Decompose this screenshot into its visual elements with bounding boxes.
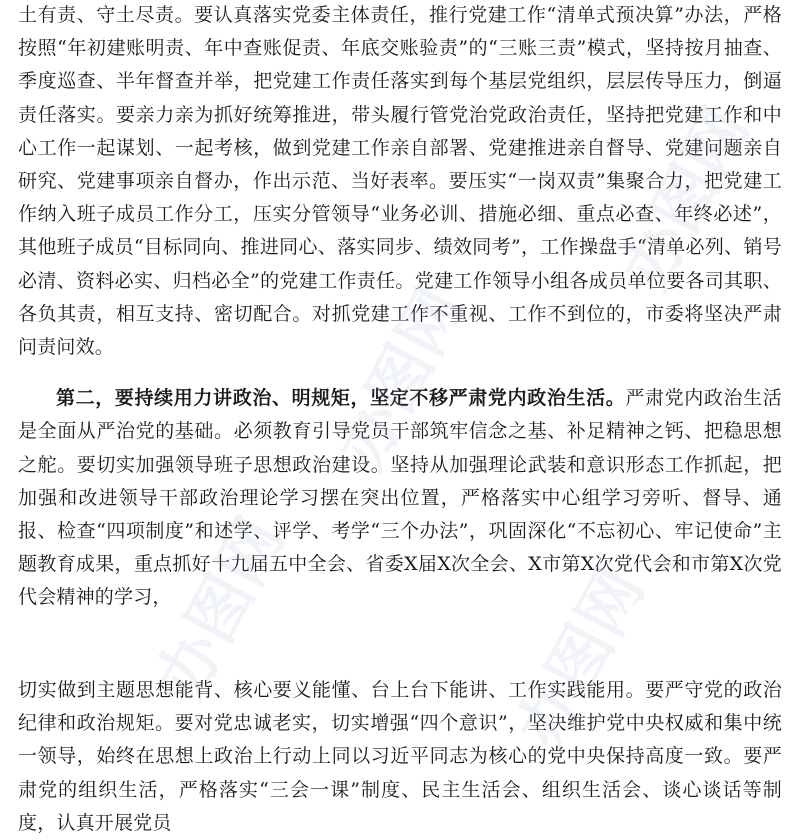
text-block-lower [18,674,782,840]
section-two-body: 严肃党内政治生活是全面从严治党的基础。必须教育引导党员干部筑牢信念之基、补足精神之钙、把稳思想之舵。要切实加强领导班子思想政治建设。坚持从加强理论武装和意识形态工作抓起，把加强和改进领导干部政治理论学习摆在突出位置，严格落实中心组学习旁听、督导、通报、检查“四项制度”和述学、评学、考学“三个办法”，巩固深化“不忘初心、牢记使命”主题教育成果，重点抓好十九届五中全会、省委X届X次全会、X市第X次党代会和市第X次党代会精神的学习， [18,387,782,609]
paragraph-responsibility: 土有责、守土尽责。要认真落实党委主体责任，推行党建工作“清单式预决算”办法，严格按照“年初建账明责、年中查账促责、年底交账验责”的“三账三责”模式，坚持按月抽查、季度巡查、半年督查并举，把党建工作责任落实到每个基层党组织，层层传导压力，倒逼责任落实。要亲力亲为抓好统筹推进，带头履行管党治党政治责任，坚持把党建工作和中心工作一起谋划、一起考核，做到党建工作亲自部署、党建推进亲自督导、党建问题亲自研究、党建事项亲自督办，作出示范、当好表率。要压实“一岗双责”集聚合力，把党建工作纳入班子成员工作分工，压实分管领导“业务必训、措施必细、重点必查、年终必述”，其他班子成员“目标同向、推进同心、落实同步、绩效同考”，工作操盘手“清单必列、销号必清、资料必实、归档必全”的党建工作责任。党建工作领导小组各成员单位要各司其职、各负其责，相互支持、密切配合。对抓党建工作不重视、工作不到位的，市委将坚决严肃问责问效。 [18,4,782,359]
watermark: 办图网 [503,556,660,761]
watermark: 办图网 [323,276,480,481]
paragraph-continuation: 切实做到主题思想能背、核心要义能懂、台上台下能讲、工作实践能用。要严守党的政治纪律和政治规矩。要对党忠诚老实，切实增强“四个意识”，坚决维护党中央权威和集中统一领导，始终在思想上政治上行动上同以习近平同志为核心的党中央保持高度一致。要严肃党的组织生活，严格落实“三会一课”制度、民主生活会、组织生活会、谈心谈话等制度，认真开展党员 [18,679,782,834]
watermark: 办图网 [608,96,765,301]
watermark: 办图网 [143,506,300,711]
section-two-heading: 第二，要持续用力讲政治、明规矩，坚定不移严肃党内政治生活。 [56,387,626,410]
text-block-upper [18,0,782,615]
paragraph-section-two [18,382,782,614]
